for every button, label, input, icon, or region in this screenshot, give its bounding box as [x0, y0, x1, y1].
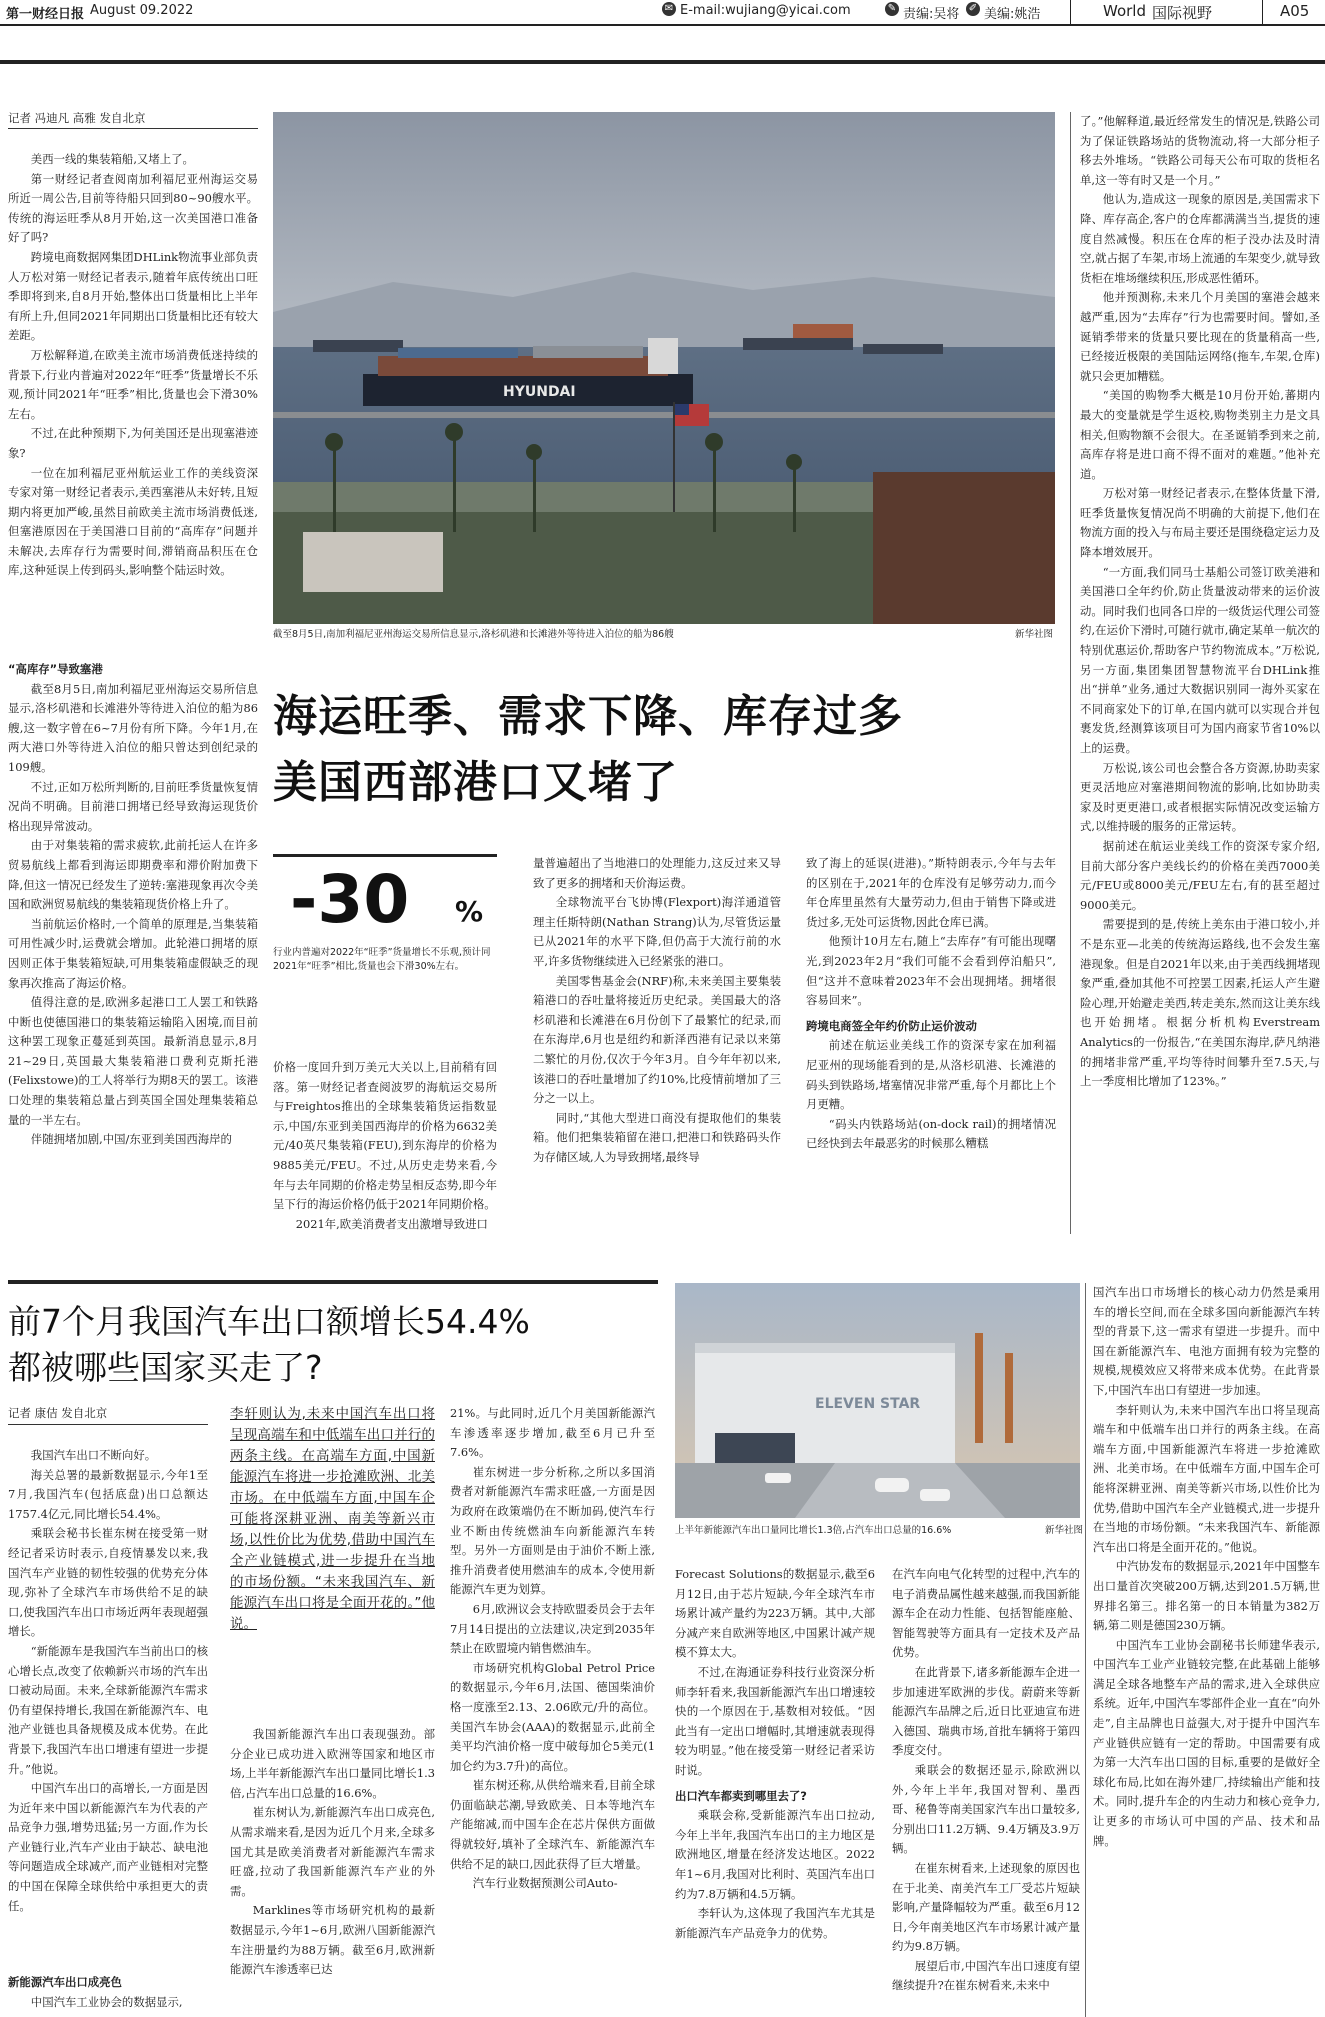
paragraph: 美西一线的集装箱船,又堵上了。 — [30, 152, 194, 166]
paragraph: 他认为,造成这一现象的原因是,美国需求下降、库存高企,客户的仓库都满满当当,提货的速度自然减慢。积压在仓库的柜子没办法及时清空,就占据了车架,市场上流通的车架变少,就导致货柜在堆场继续积压,形成恶性循环。 — [1080, 192, 1320, 285]
paragraph: Forecast Solutions的数据显示,截至6月12日,由于芯片短缺,今年全球汽车市场累计减产量约为223万辆。其中,大部分减产来自欧洲等地区,中国累计减产规模不算太大。 — [675, 1567, 875, 1660]
article2-column-1-end — [8, 1973, 208, 2017]
section-cn: 国际视野 — [1152, 4, 1213, 22]
article2-column-4 — [675, 1565, 875, 2017]
paragraph: 中国汽车工业协会的数据显示, — [30, 1994, 183, 2009]
article2-headline-2: 都被哪些国家买走了? — [8, 1348, 323, 1387]
paragraph: 汽车行业数据预测公司Auto- — [472, 1876, 618, 1891]
paragraph: 我国汽车出口不断向好。 — [30, 1448, 157, 1462]
paragraph: 中汽协发布的数据显示,2021年中国整车出口量首次突破200万辆,达到201.5万辆,世界排名第三。排名第一的日本销量为382万辆,第二则是德国230万辆。 — [1093, 1559, 1320, 1633]
designer-icon: ✐ — [966, 2, 980, 16]
paragraph: “美国的购物季大概是10月份开始,蕃期内最大的变量就是学生返校,购物类别主力是文具相关,但购物额不会很大。在圣诞销季到来之前,高库存将是进口商不得不面对的难题。”他补充道。 — [1080, 388, 1320, 481]
header-divider — [1070, 0, 1071, 24]
paragraph: 第一财经记者查阅南加利福尼亚州海运交易所近一周公告,目前等待船只回到80~90艘水平。传统的海运旺季从8月开始,这一次美国港口准备好了吗? — [8, 171, 258, 245]
paragraph: 当前航运价格时,一个简单的原理是,当集装箱可用性减少时,运费就会增加。此轮港口拥堵的原因则正体于集装箱短缺,可用集装箱虚假缺乏的现象再次推高了海运价格。 — [8, 916, 258, 990]
article1-column-4 — [806, 854, 1056, 1234]
paragraph: 崔东树认为,新能源汽车出口成亮色,从需求端来看,是因为近几个月来,全球多国尤其是欧美消费者对新能源汽车需求旺盛,拉动了我国新能源汽车产业的外需。 — [230, 1805, 435, 1898]
email-icon: ✉ — [662, 2, 676, 16]
paragraph: 由于对集装箱的需求疲软,此前托运人在许多贸易航线上都看到海运即期费率和滞价附加费下降,但这一情况已经发生了逆转:塞港现象再次令美国和欧洲贸易航线的集装箱现货价格上升了。 — [8, 838, 258, 912]
paragraph: 乘联会秘书长崔东树在接受第一财经记者采访时表示,自疫情暴发以来,我国汽车产业链的韧性较强的优势充分体现,弥补了全球汽车市场供给不足的缺口,使我国汽车出口市场近两年表现超强增长。 — [8, 1526, 208, 1639]
paragraph: 了。”他解释道,最近经常发生的情况是,铁路公司为了保证铁路场站的货物流动,将一大部分柜子移去外堆场。“铁路公司每天公布可取的货柜名单,这一等有时又是一个月。” — [1080, 114, 1320, 187]
paragraph: 李轩则认为,未来中国汽车出口将呈现高端车和中低端车出口并行的两条主线。在高端车方面,中国新能源汽车将进一步抢滩欧洲、北美市场。在中低端车方面,中国车企可能将深耕亚洲、南美等新兴市场,以性价比为优势,借助中国汽车全产业链模式,进一步提升在当地的市场份额。“未来我国汽车、新能源汽车出口将是全面开花的。”他说。 — [1093, 1402, 1320, 1554]
stat-note: 行业内普遍对2022年“旺季”货量增长不乐观,预计同2021年“旺季”相比,货量也会下滑30%左右。 — [273, 947, 491, 972]
paragraph: 伴随拥堵加剧,中国/东亚到美国西海岸的 — [30, 1132, 232, 1147]
paragraph: 万松对第一财经记者表示,在整体货量下滑,旺季货量恢复情况尚不明确的大前提下,他们在物流方面的投入与布局主要还是围绕稳定运力及降本增效展开。 — [1080, 486, 1320, 560]
paragraph: 21%。与此同时,近几个月美国新能源汽车渗透率逐步增加,截至6月已升至7.6%。 — [450, 1406, 655, 1460]
byline-rule — [8, 128, 258, 129]
article2-headline-1: 前7个月我国汽车出口额增长54.4% — [8, 1302, 530, 1341]
paragraph: 美国零售基金会(NRF)称,未来美国主要集装箱港口的吞吐量将接近历史纪录。美国最大的洛杉矶港和长滩港在6月份创下了最繁忙的纪录,而在东海岸,6月也是纽约和新泽西港有记录以来第二繁忙的月份,仅次于今年3月。自今年年初以来,该港口的吞吐量增加了约10%,比疫情前增加了三分之一以上。 — [533, 973, 781, 1106]
paragraph: 同时,“其他大型进口商没有提取他们的集装箱。他们把集装箱留在港口,把港口和铁路码头作为存储区域,人为导致拥堵,最终导 — [533, 1110, 781, 1164]
paragraph: 致了海上的延误(进港)。”斯特朗表示,今年与去年的区别在于,2021年的仓库没有足够劳动力,而今年仓库里虽然有大量劳动力,但由于销售下降或进货过多,无处可运货物,因此仓库已满。 — [806, 856, 1056, 929]
paragraph: 2021年,欧美消费者支出激增导致进口 — [295, 1216, 488, 1231]
paragraph: 中国汽车工业协会副秘书长师建华表示,中国汽车工业产业链较完整,在此基础上能够满足全球各地整车产品的需求,进入全球供应系统。近年,中国汽车零部件企业一直在“向外走”,自主品牌也日益强大,对于提升中国汽车产业链供应链有一定的帮助。中国需要有成为第一大汽车出口国的目标,重要的是做好全球化布局,比如在海外建厂,持续输出产能和技术。同时,提升车企的内生动力和核心竞争力,让更多的市场认可中国的产品、技术和品牌。 — [1093, 1637, 1320, 1848]
svg-text:ELEVEN STAR: ELEVEN STAR — [815, 1396, 921, 1412]
paragraph: 跨境电商数据网集团DHLink物流事业部负责人万松对第一财经记者表示,随着年底传统出口旺季即将到来,自8月开始,整体出口货量相比上半年有所上升,但同2021年同期出口货量相比还有较大差距。 — [8, 249, 258, 343]
paragraph: 在崔东树看来,上述现象的原因也在于北美、南美汽车工厂受芯片短缺影响,产量降幅较为严重。截至6月12日,今年南美地区汽车市场累计减产量约为9.8万辆。 — [892, 1860, 1080, 1954]
paragraph: 崔东树进一步分析称,之所以多国消费者对新能源汽车需求旺盛,一方面是因为政府在政策端仍在不断加码,使汽车行业不断由传统燃油车向新能源汽车转型。另外一方面则是由于油价不断上涨,推升消费者使用燃油车的成本,令使用新能源汽车更为划算。 — [450, 1464, 655, 1597]
article2-column-5 — [892, 1565, 1080, 2017]
article2-column-6 — [1093, 1283, 1320, 2017]
stat-top-rule — [273, 854, 497, 857]
article1-column-3 — [533, 854, 781, 1234]
paragraph: 崔东树还称,从供给端来看,目前全球仍面临缺芯潮,导致欧美、日本等地汽车产能缩减,而中国车企在芯片保供方面做得就较好,填补了全球汽车、新能源汽车供给不足的缺口,因此获得了巨大增量。 — [450, 1778, 655, 1871]
car-port-illustration — [675, 1283, 1080, 1518]
article1-byline: 记者 冯迪凡 高雅 发自北京 — [8, 111, 146, 125]
stat-value: -30 — [290, 861, 410, 938]
top-thick-rule — [0, 60, 1325, 64]
subheading: 跨境电商签全年约价防止运价波动 — [806, 1018, 977, 1033]
section-en: World — [1103, 2, 1146, 20]
paragraph: 他预计10月左右,随上“去库存”有可能出现曙光,到2023年2月“我们可能不会看到停泊船只”,但“这并不意味着2023年不会出现拥堵。拥堵很容易回来”。 — [806, 934, 1056, 1008]
designer-name: 美编:姚浩 — [984, 7, 1041, 22]
paragraph: 李轩认为,这体现了我国汽车尤其是新能源汽车产品竞争力的优势。 — [675, 1906, 875, 1940]
headline-line-1: 海运旺季、需求下降、库存过多 — [273, 691, 903, 742]
subheading: 新能源汽车出口成亮色 — [8, 1975, 122, 1989]
article2-byline: 记者 康佶 发自北京 — [8, 1406, 108, 1420]
photo2-caption: 上半年新能源汽车出口量同比增长1.3倍,占汽车出口总量的16.6% — [675, 1525, 952, 1536]
car-port-photo — [675, 1283, 1080, 1518]
paragraph: 前述在航运业美线工作的资深专家在加利福尼亚州的现场能看到的是,从洛杉矶港、长滩港的码头到铁路场,堵塞情况非常严重,每个月都比上个月更糟。 — [806, 1038, 1056, 1112]
paragraph: 在汽车向电气化转型的过程中,汽车的电子消费品属性越来越强,而我国新能源车企在动力性能、包括智能座舱、智能驾驶等方面具有一定技术及产品优势。 — [892, 1567, 1080, 1660]
photo-credit: 新华社图 — [1015, 629, 1054, 640]
byline-rule-2 — [8, 1424, 208, 1425]
subheading: “高库存”导致塞港 — [8, 662, 103, 676]
column-divider-2 — [1085, 1283, 1086, 2017]
paragraph: “新能源车是我国汽车当前出口的核心增长点,改变了依赖新兴市场的汽车出口被动局面。未来,全球新能源汽车需求仍有望保持增长,我国在新能源汽车、电池产业链也具备规模及成本优势。在此背景下,我国汽车出口增速有望进一步提升。”他说。 — [8, 1643, 208, 1776]
header-divider-2 — [1262, 0, 1263, 24]
port-photo-illustration — [273, 112, 1055, 624]
port-photo — [273, 112, 1055, 624]
paragraph: 值得注意的是,欧洲多起港口工人罢工和铁路中断也使德国港口的集装箱运输陷入困境,而目前这种罢工现象正蔓延到英国。最新消息显示,8月21~29日,英国最大集装箱港口费利克斯托港(Felixstowe)的工人将举行为期8天的罢工。该港口处理的集装箱总量占到英国全国处理集装箱总量的一半左右。 — [8, 995, 258, 1127]
paragraph: 不过,在海通证券科技行业资深分析师李轩看来,我国新能源汽车出口增速较快的一个原因在于,基数相对较低。“因此当有一定出口增幅时,其增速就表现得较为明显。”他在接受第一财经记者采访时说。 — [675, 1664, 875, 1777]
photo-caption: 截至8月5日,南加利福尼亚州海运交易所信息显示,洛杉矶港和长滩港外等待进入泊位的船为86艘 — [273, 629, 674, 640]
article1-column-5 — [1080, 112, 1320, 1234]
article2-column-1 — [8, 1446, 208, 1981]
paragraph: 中国汽车出口的高增长,一方面是因为近年来中国以新能源汽车为代表的产品竞争力强,增势迅猛;另一方面,作为长产业链行业,汽车产业由于缺芯、缺电池等问题造成全球减产,而产业链相对完整的中国在保障全球供给中承担更大的责任。 — [8, 1781, 208, 1913]
paragraph: 不过,正如万松所判断的,目前旺季货量恢复情况尚不明确。目前港口拥堵已经导致海运现货价格出现异常波动。 — [8, 779, 258, 833]
editor-name: 责编:吴将 — [903, 7, 960, 22]
paragraph: 万松说,该公司也会整合各方资源,协助卖家更灵活地应对塞港期间物流的影响,比如协助卖家及时更更港口,或者根据实际情况改变运输方式,以维持暖的服务的正常运转。 — [1080, 760, 1320, 834]
column-divider — [1070, 112, 1071, 1234]
paragraph: 国汽车出口市场增长的核心动力仍然是乘用车的增长空间,而在全球多国向新能源汽车转型的背景下,这一需求有望进一步提升。而中国在新能源汽车、电池方面拥有较为完整的规模,规模效应又将带来成本优势。在此背景下,中国汽车出口有望进一步加速。 — [1093, 1285, 1320, 1397]
article2-top-rule — [8, 1280, 658, 1284]
paragraph: 在此背景下,诸多新能源车企进一步加速进军欧洲的步伐。蔚蔚来等新能源汽车品牌之后,近日比亚迪宣布进入德国、瑞典市场,首批车辆将于第四季度交付。 — [892, 1664, 1080, 1758]
paragraph: Marklines等市场研究机构的最新数据显示,今年1~6月,欧洲八国新能源汽车注册量约为88万辆。截至6月,欧洲新能源汽车渗透率已达 — [230, 1903, 435, 1977]
page-number: A05 — [1280, 2, 1310, 20]
paragraph: 需要提到的是,传统上美东由于港口较小,并不是东亚—北美的传统海运路线,也不会发生塞港现象。但是自2021年以来,由于美西线拥堵现象严重,叠加其他不可控罢工因素,托运人产生避险心理,开始避走美西,转走美东,然而这让美东线也开始拥堵。根据分析机构Everstream Analytics的一份报告,“在美国东海岸,萨凡纳港的拥堵非常严重,平均等待时间攀升至7.5天,与上一季度相比增加了123%。” — [1080, 917, 1320, 1089]
article1-column-2 — [273, 1058, 497, 1233]
paragraph: 乘联会称,受新能源汽车出口拉动,今年上半年,我国汽车出口的主力地区是欧洲地区,增量在经济发达地区。2022年1~6月,我国对比利时、英国汽车出口约为7.8万辆和4.5万辆。 — [675, 1808, 875, 1901]
headline-line-2: 美国西部港口又堵了 — [273, 757, 678, 808]
article1-column-1b — [8, 660, 258, 1235]
paragraph: 乘联会的数据还显示,除欧洲以外,今年上半年,我国对智利、墨西哥、秘鲁等南美国家汽车出口量较多,分别出口11.2万辆、9.4万辆及3.9万辆。 — [892, 1762, 1080, 1856]
paragraph: 全球物流平台飞协博(Flexport)海洋通道管理主任斯特朗(Nathan Strang)认为,尽管货运量已从2021年的水平下降,但仍高于大流行前的水平,许多货物继续进入已经紧张的港口。 — [533, 895, 781, 968]
paragraph: “一方面,我们同马士基船公司签订欧美港和美国港口全年约价,防止货量波动带来的运价波动。同时我们也同各口岸的一级货运代理公司签约,在运价下滑时,可随行就市,确定某单一航次的特别优惠运价,帮助客户节约物流成本。”万松说,另一方面,集团集团智慧物流平台DHLink推出“拼单”业务,通过大数据识别同一海外买家在不同商家处下的订单,在国内就可以实现合并包裹发货,经测算该项目可为国内商家节省10%以上的运费。 — [1080, 564, 1320, 755]
paragraph: 展望后市,中国汽车出口速度有望继续提升?在崔东树看来,未来中 — [892, 1958, 1080, 1993]
stat-unit: % — [455, 895, 484, 928]
photo2-credit: 新华社图 — [1045, 1525, 1084, 1536]
page-header — [0, 0, 1325, 26]
subheading: 出口汽车都卖到哪里去了? — [675, 1788, 807, 1803]
paragraph: 我国新能源汽车出口表现强劲。部分企业已成功进入欧洲等国家和地区市场,上半年新能源汽车出口量同比增长1.3倍,占汽车出口总量的16.6%。 — [230, 1727, 435, 1800]
editor-email[interactable]: E-mail:wujiang@yicai.com — [680, 3, 851, 18]
newspaper-name: 第一财经日报 — [6, 7, 85, 22]
paragraph: 海关总署的最新数据显示,今年1至7月,我国汽车(包括底盘)出口总额达1757.4亿元,同比增长54.4%。 — [8, 1467, 208, 1521]
paragraph: 6月,欧洲议会支持欧盟委员会于去年7月14日提出的立法建议,决定到2035年禁止在欧盟境内销售燃油车。 — [450, 1601, 655, 1656]
editor-icon: ✎ — [885, 2, 899, 16]
paragraph: 量普遍超出了当地港口的处理能力,这反过来又导致了更多的拥堵和天价海运费。 — [533, 856, 781, 890]
article2-column-2 — [230, 1725, 435, 2017]
paragraph: 截至8月5日,南加利福尼亚州海运交易所信息显示,洛杉矶港和长滩港外等待进入泊位的船为86艘,这一数字曾在6~7月份有所下降。今年1月,在两大港口外等待进入泊位的船只曾达到创纪录的109艘。 — [8, 681, 258, 774]
paragraph: 不过,在此种预期下,为何美国还是出现塞港迹象? — [8, 426, 258, 460]
paragraph: 据前述在航运业美线工作的资深专家介绍,目前大部分客户美线长约的价格在美西7000美元/FEU或8000美元/FEU左右,有的甚至超过9000美元。 — [1080, 838, 1320, 912]
paragraph: 价格一度回升到万美元大关以上,目前稍有回落。第一财经记者查阅波罗的海航运交易所与Freightos推出的全球集装箱货运指数显示,中国/东亚到美国西海岸的价格为6632美元/40英尺集装箱(FEU),到东海岸的价格为9885美元/FEU。不过,从历史走势来看,今年与去年同期的价格走势呈相反态势,即今年呈下行的海运价格仍低于2021年同期价格。 — [273, 1060, 497, 1212]
paragraph: 市场研究机构Global Petrol Price的数据显示,今年6月,法国、德国柴油价格一度涨至2.13、2.06欧元/升的高位。美国汽车协会(AAA)的数据显示,此前全美平均汽油价格一度中破每加仑5美元(1加仑约为3.7升)的高位。 — [450, 1660, 655, 1773]
issue-date: August 09.2022 — [90, 3, 194, 18]
svg-text:HYUNDAI: HYUNDAI — [503, 384, 576, 400]
paragraph: 一位在加利福尼亚州航运业工作的美线资深专家对第一财经记者表示,美西塞港从未好转,且短期内将更加严峻,虽然目前欧美主流市场消费低迷,但塞港原因在于美国港口目前的“高库存”问题并未解决,去库存行为需要时间,滞销商品积压在仓库,这种延误上传到码头,影响整个陆运时效。 — [8, 465, 258, 578]
article2-column-3 — [450, 1404, 655, 2017]
pull-quote: 李轩则认为,未来中国汽车出口将呈现高端车和中低端车出口并行的两条主线。在高端车方面,中国新能源汽车将进一步抢滩欧洲、北美市场。在中低端车方面,中国车企可能将深耕亚洲、南美等新兴市场,以性价比为优势,借助中国汽车全产业链模式,进一步提升在当地的市场份额。“未来我国汽车、新能源汽车出口将是全面开花的。”他说。 — [230, 1406, 435, 1632]
paragraph: “码头内铁路场站(on-dock rail)的拥堵情况已经快到去年最恶劣的时候那么糟糕 — [806, 1116, 1056, 1151]
article1-column-1 — [8, 150, 258, 650]
paragraph: 万松解释道,在欧美主流市场消费低迷持续的背景下,行业内普遍对2022年“旺季”货量增长不乐观,预计同2021年“旺季”相比,货量也会下滑30%左右。 — [8, 347, 258, 421]
paragraph: 他并预测称,未来几个月美国的塞港会越来越严重,因为“去库存”行为也需要时间。譬如,圣诞销季带来的货量只要比现在的货量稍高一些,已经接近极限的美国陆运网络(拖车,车架,仓库)就只会更加糟糕。 — [1080, 290, 1320, 383]
